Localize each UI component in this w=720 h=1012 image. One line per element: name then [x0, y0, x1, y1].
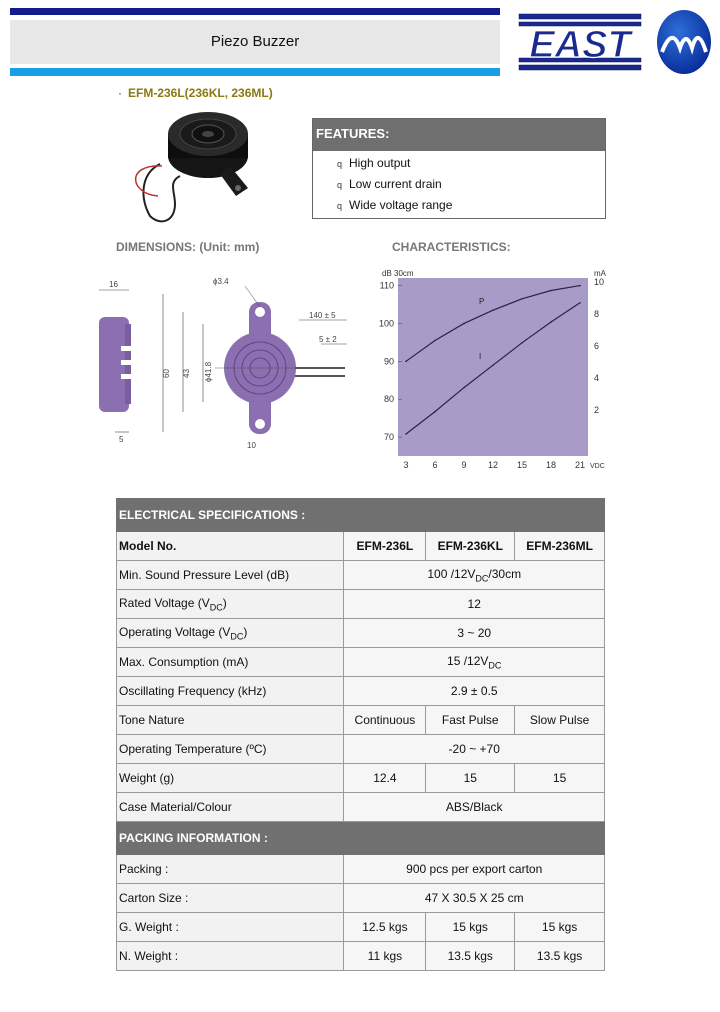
- buzzer-photo: [120, 104, 250, 229]
- chart-x-tick: 15: [516, 460, 528, 470]
- characteristics-chart: [378, 268, 618, 478]
- bullet: ·: [118, 86, 122, 100]
- operating-label: Operating Voltage $(V_{DC})$: [117, 619, 344, 648]
- page-title: Piezo Buzzer: [210, 33, 300, 50]
- dim-140: 140 ± 5: [309, 311, 336, 320]
- chart-ylabel-right: mA: [594, 269, 606, 278]
- consumption-value: 15 $/12V_{DC}$: [344, 648, 605, 677]
- dim-10: 10: [247, 441, 256, 450]
- chart-series-label: I: [479, 352, 482, 362]
- chart-point: [550, 290, 552, 292]
- table-row: Packing : 900 pcs per export carton: [117, 855, 605, 884]
- chart-x-tick: 21: [574, 460, 586, 470]
- chart-point: [405, 433, 407, 435]
- feature-bullet: q: [337, 180, 343, 190]
- electrical-heading-row: [117, 499, 605, 532]
- dim-5pm2: 5 ± 2: [319, 335, 337, 344]
- feature-bullet: q: [337, 201, 343, 211]
- table-row: G. Weight : 12.5 kgs 15 kgs 15 kgs: [117, 913, 605, 942]
- dimensions-label: DIMENSIONS: (Unit: mm): [116, 240, 260, 254]
- dimension-drawing: [95, 272, 355, 452]
- packing-heading: PACKING INFORMATION :: [117, 822, 605, 855]
- logo-text: EAST: [529, 24, 631, 66]
- globe-icon: [656, 8, 712, 76]
- chart-x-tick: 3: [403, 460, 409, 470]
- spl-value: 100 $/12V_{DC}/30cm$: [344, 561, 605, 590]
- chart-plot-area: [398, 278, 588, 456]
- characteristics-label: CHARACTERISTICS:: [392, 240, 511, 254]
- header-top-bar: [10, 8, 500, 15]
- chart-point: [405, 361, 407, 363]
- table-row: Carton Size : 47 X 30.5 X 25 cm: [117, 884, 605, 913]
- feature-item: q Wide voltage range: [313, 195, 605, 216]
- rated-label: Rated Voltage $(V_{DC})$: [117, 590, 344, 619]
- table-row: Operating Temperature (ºC) -20 ~ +70: [117, 735, 605, 764]
- chart-point: [579, 285, 581, 287]
- chart-y-left-tick: 100: [378, 318, 394, 329]
- header-bottom-bar: [10, 68, 500, 76]
- chart-x-tick: 18: [545, 460, 557, 470]
- chart-y-right-tick: 8: [594, 309, 600, 319]
- table-row: Oscillating Frequency (kHz) 2.9 ± 0.5: [117, 677, 605, 706]
- chart-point: [492, 309, 494, 311]
- features-heading: FEATURES:: [313, 119, 605, 151]
- dim-16: 16: [109, 280, 118, 289]
- feature-bullet: q: [337, 159, 343, 169]
- chart-point: [434, 340, 436, 342]
- dim-phi34: ϕ3.4: [213, 277, 229, 286]
- chart-y-left-tick: 80: [383, 394, 394, 405]
- chart-point: [463, 323, 465, 325]
- east-logo: [515, 8, 645, 76]
- chart-point: [463, 387, 465, 389]
- table-row: Max. Consumption (mA) 15 $/12V_{DC}$: [117, 648, 605, 677]
- table-row: Operating Voltage $(V_{DC})$ 3 ~ 20: [117, 619, 605, 648]
- chart-point: [521, 342, 523, 344]
- feature-item: q High output: [313, 153, 605, 174]
- chart-point: [492, 364, 494, 366]
- chart-y-left-tick: 90: [383, 356, 394, 367]
- chart-point: [550, 321, 552, 323]
- table-row: Rated Voltage $(V_{DC})$ 12: [117, 590, 605, 619]
- dim-43: 43: [182, 369, 191, 378]
- product-model-line: [118, 86, 273, 100]
- electrical-heading: ELECTRICAL SPECIFICATIONS :: [117, 499, 605, 532]
- dim-5-bottom: 5: [119, 435, 124, 444]
- model-text: EFM-236L(236KL, 236ML): [128, 86, 273, 100]
- chart-point: [521, 298, 523, 300]
- chart-x-tick: 12: [487, 460, 499, 470]
- chart-point: [579, 302, 581, 304]
- table-row: Case Material/Colour ABS/Black: [117, 793, 605, 822]
- table-row: Model No. EFM-236L EFM-236KL EFM-236ML: [117, 532, 605, 561]
- chart-x-tick: 9: [461, 460, 467, 470]
- chart-x-unit: VDC: [590, 463, 605, 470]
- chart-y-right-tick: 4: [594, 373, 600, 383]
- chart-y-left-tick: 110: [379, 280, 394, 291]
- chart-ylabel-left: dB 30cm: [382, 269, 414, 278]
- dim-60: 60: [162, 369, 171, 378]
- table-row: N. Weight : 11 kgs 13.5 kgs 13.5 kgs: [117, 942, 605, 971]
- packing-heading-row: [117, 822, 605, 855]
- table-row: Weight (g) 12.4 15 15: [117, 764, 605, 793]
- table-row: Tone Nature Continuous Fast Pulse Slow Pulse: [117, 706, 605, 735]
- spec-table: [116, 498, 605, 971]
- chart-y-right-tick: 2: [594, 405, 600, 415]
- table-row: Min. Sound Pressure Level (dB) 100 $/12V_{DC}/30cm$: [117, 561, 605, 590]
- features-box: [312, 118, 606, 219]
- chart-y-right-tick: 10: [594, 277, 605, 287]
- chart-y-right-tick: 6: [594, 341, 600, 351]
- feature-item: q Low current drain: [313, 174, 605, 195]
- chart-point: [434, 411, 436, 413]
- dim-phi418: ϕ41.8: [204, 361, 213, 382]
- chart-series-label: P: [479, 297, 485, 307]
- chart-y-left-tick: 70: [383, 432, 394, 443]
- chart-x-tick: 6: [432, 460, 438, 470]
